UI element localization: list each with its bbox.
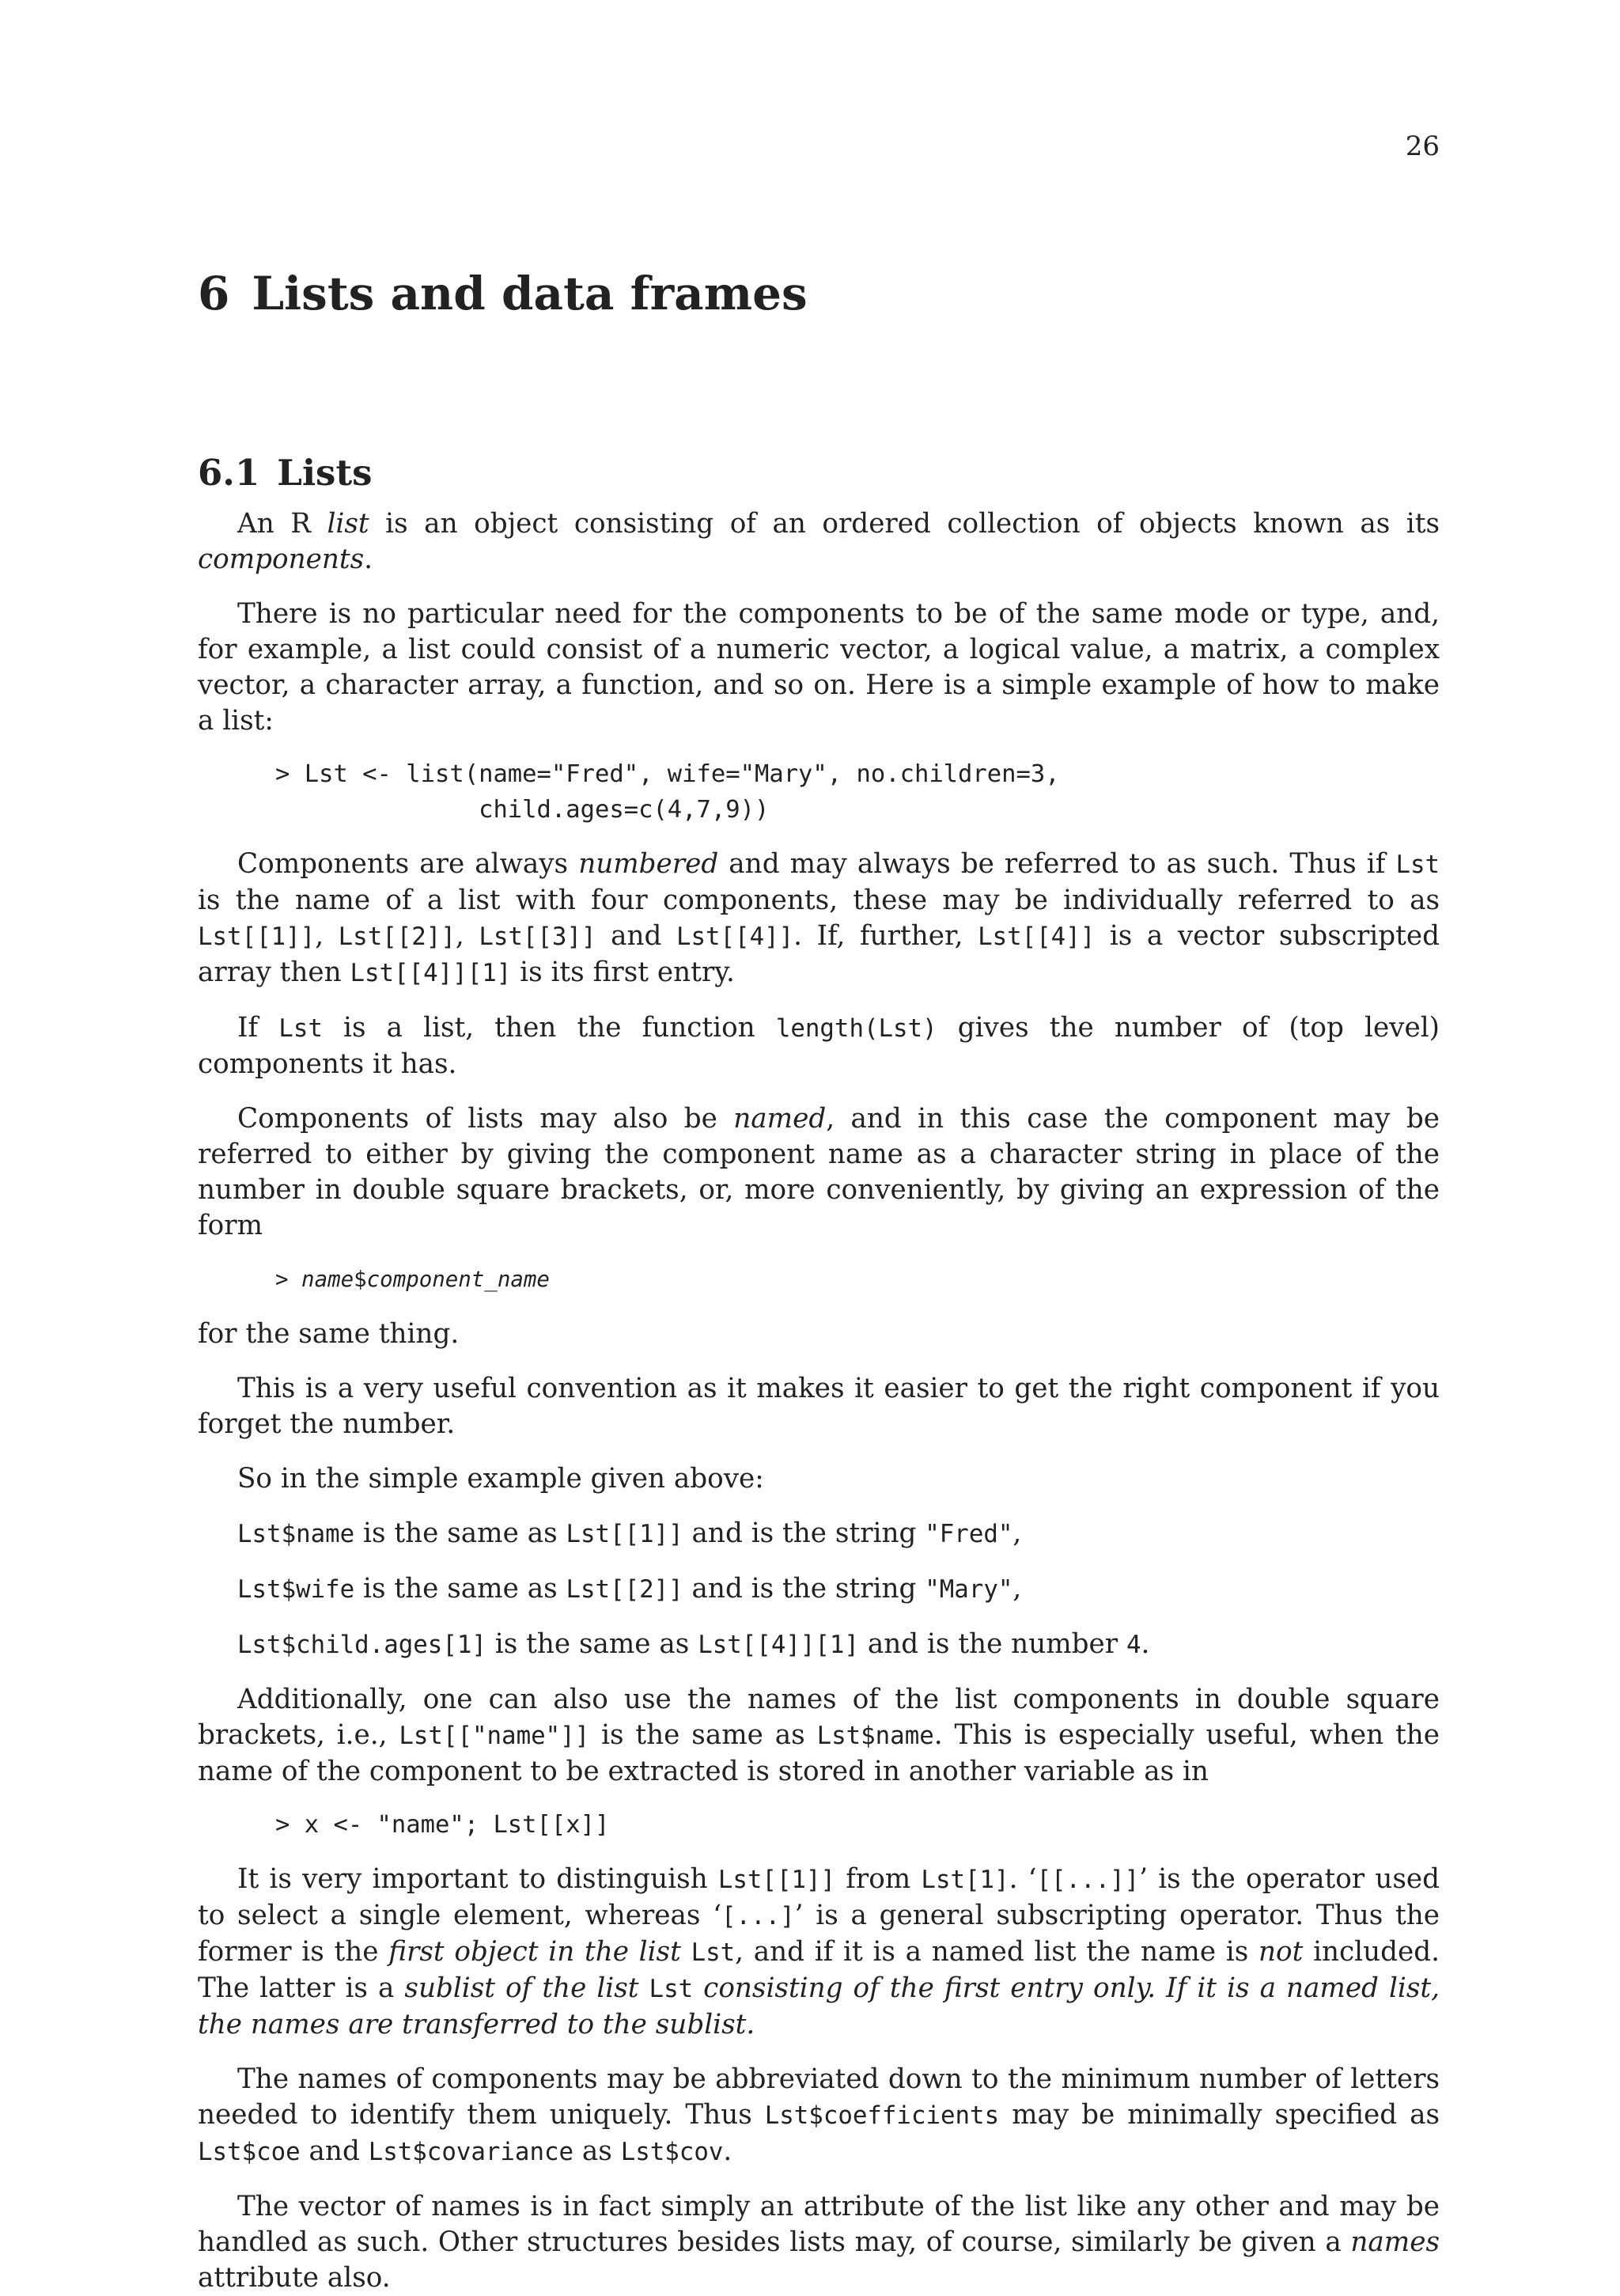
inline-code: Lst$covariance [368,2138,574,2167]
page-content [198,269,1440,2296]
text-run: for the same thing. [198,1318,460,1351]
text-run: may be minimally specified as [999,2099,1440,2131]
inline-code: Lst [649,1975,694,2004]
inline-code: Lst[[1]] [198,923,316,952]
inline-code: Lst$child.ages[1] [237,1631,486,1660]
inline-code: Lst [1395,851,1440,880]
italic-text: consisting of the first entry only. If it is a named list, the names are transferred to the sublist. [198,1972,1440,2041]
text-run: , [1012,1573,1022,1605]
section-number: 6.1 [198,451,260,494]
chapter-number: 6 [198,267,230,320]
text-run: . This is especially useful, when the name of the component to be extracted is stored in another variable as in [198,1719,1440,1788]
paragraph [198,2062,1440,2170]
text-run: . [364,544,373,576]
text-run: and [596,920,676,953]
inline-code: "Mary" [925,1575,1013,1605]
text-run: Components are always [237,848,579,881]
text-run: is a list, then the function [322,1012,776,1044]
inline-code: [...] [721,1902,795,1931]
paragraph [198,1682,1440,1790]
text-run: There is no particular need for the components to be of the same mode or type, and, for example, a list could consist of a numeric vector, a logical value, a matrix, a complex vector, a character array, a function, and so on. Here is a simple example of how to make a list: [198,598,1440,737]
inline-code: "Fred" [925,1520,1013,1549]
text-run: and is the string [683,1517,925,1550]
text-run: and may always be referred to as such. Thus if [718,848,1396,881]
text-run: This is a very useful convention as it makes it easier to get the right component if you forget the number. [198,1373,1440,1441]
italic-inline-code: component_name [366,1267,550,1293]
inline-code: Lst$name [816,1722,934,1751]
text-run: and [300,2135,369,2168]
text-run: is the same as [354,1573,566,1605]
text-run: included. The latter is a [198,1936,1440,2005]
inline-code: Lst$coefficients [764,2101,1000,2131]
inline-code: 4 [1126,1631,1141,1660]
text-run: . [723,2135,732,2168]
text-run: is the name of a list with four components, these may be individually referred to as [198,885,1440,917]
inline-code: > [275,1267,302,1293]
inline-code: Lst[1] [921,1866,1009,1895]
paragraph [198,1461,1440,1497]
inline-code: Lst$name [237,1520,355,1549]
italic-text: not [1259,1936,1304,1968]
inline-code: Lst$coe [198,2138,301,2167]
italic-text: list [327,508,369,540]
inline-code: Lst[[4]] [978,923,1096,952]
paragraph [198,1627,1440,1663]
code-block [198,1261,1440,1298]
inline-code: Lst[[1]] [717,1866,836,1895]
text-run: is an object consisting of an ordered collection of objects known as its [369,508,1440,540]
paragraph [198,2189,1440,2296]
paragraph [198,847,1440,991]
text-run [693,1972,703,2004]
inline-code: length(Lst) [775,1014,937,1044]
text-run: . [1141,1628,1150,1661]
text-run: and is the number [858,1628,1126,1661]
text-run: , and in this case the component may be referred to either by giving the component name as a character string in place of the number in double square brackets, or, more conveniently, by giving an expression of the form [198,1103,1440,1242]
paragraph [198,1317,1440,1352]
inline-code: Lst[[4]][1] [698,1631,859,1660]
section-title: Lists [277,451,373,494]
inline-code: [[...]] [1036,1866,1140,1895]
code-line: > x <- "name"; Lst[[x]] [275,1811,610,1839]
text-run: attribute also. [198,2262,391,2294]
text-run: It is very important to distinguish [237,1863,718,1896]
text-run: If [237,1012,279,1044]
text-run: ’ is the operator used to select a single element, whereas ‘ [198,1863,1440,1932]
italic-text: first object in the list [388,1936,681,1968]
italic-text: components [198,544,365,576]
text-run: ’ is a general subscripting operator. Thus the former is the [198,1900,1440,1968]
text-run: The names of components may be abbreviated down to the minimum number of letters needed to identify them uniquely. Thus [198,2063,1440,2131]
inline-code: Lst[[2]] [338,923,456,952]
inline-code: Lst[["name"]] [399,1722,590,1751]
code-line: > Lst <- list(name="Fred", wife="Mary", no.children=3, [275,760,1060,789]
body-flow [198,506,1440,2296]
inline-code: Lst[[2]] [566,1575,683,1605]
italic-text: numbered [578,848,719,881]
text-run: from [835,1863,922,1896]
text-run: , [1012,1517,1022,1550]
text-run: An R [237,508,327,540]
text-run: , [455,920,479,953]
paragraph [198,597,1440,739]
text-run: is the same as [354,1517,566,1550]
code-block [198,756,1440,828]
code-line: child.ages=c(4,7,9)) [275,796,770,824]
paragraph [198,1371,1440,1442]
text-run: . ‘ [1009,1863,1037,1896]
italic-text: named [733,1103,827,1135]
inline-code: Lst[[4]][1] [350,959,512,988]
paragraph [198,1516,1440,1552]
inline-code: Lst[[1]] [566,1520,683,1549]
paragraph [198,506,1440,578]
text-run [639,1972,649,2004]
text-run: Components of lists may also be [237,1103,734,1135]
italic-inline-code: name [301,1267,354,1293]
inline-code: $ [354,1267,367,1293]
inline-code: Lst [691,1938,736,1968]
text-run: The vector of names is in fact simply an attribute of the list like any other and may be handled as such. Other structures besides lists may, of course, similarly be given a [198,2191,1440,2259]
text-run: as [573,2135,621,2168]
text-run: . If, further, [793,920,978,953]
text-run: is the same as [486,1628,698,1661]
text-run: So in the simple example given above: [237,1463,764,1495]
page-number: 26 [1405,131,1440,162]
inline-code: Lst$wife [237,1575,355,1605]
text-run: , and if it is a named list the name is [735,1936,1259,1968]
text-run: Additionally, one can also use the names of the list components in double square brackets, i.e., [198,1684,1440,1752]
italic-text: sublist of the list [404,1972,639,2005]
text-run [681,1936,691,1968]
inline-code: Lst[[3]] [479,923,596,952]
paragraph [198,1571,1440,1608]
inline-code: Lst$cov [620,2138,724,2167]
text-run: is its first entry. [511,957,735,989]
inline-code: Lst[[4]] [676,923,794,952]
text-run: and is the string [683,1573,925,1605]
text-run: gives the number of (top level) components it has. [198,1012,1440,1081]
italic-text: names [1350,2226,1440,2259]
text-run: , [315,920,339,953]
text-run: is the same as [589,1719,817,1752]
paragraph [198,1862,1440,2043]
inline-code: Lst [278,1014,323,1044]
text-run: is a vector subscripted array then [198,920,1440,989]
paragraph [198,1010,1440,1082]
chapter-heading [198,269,1440,319]
paragraph [198,1101,1440,1244]
section-heading [198,453,1440,493]
chapter-title: Lists and data frames [252,267,808,320]
code-block [198,1807,1440,1843]
